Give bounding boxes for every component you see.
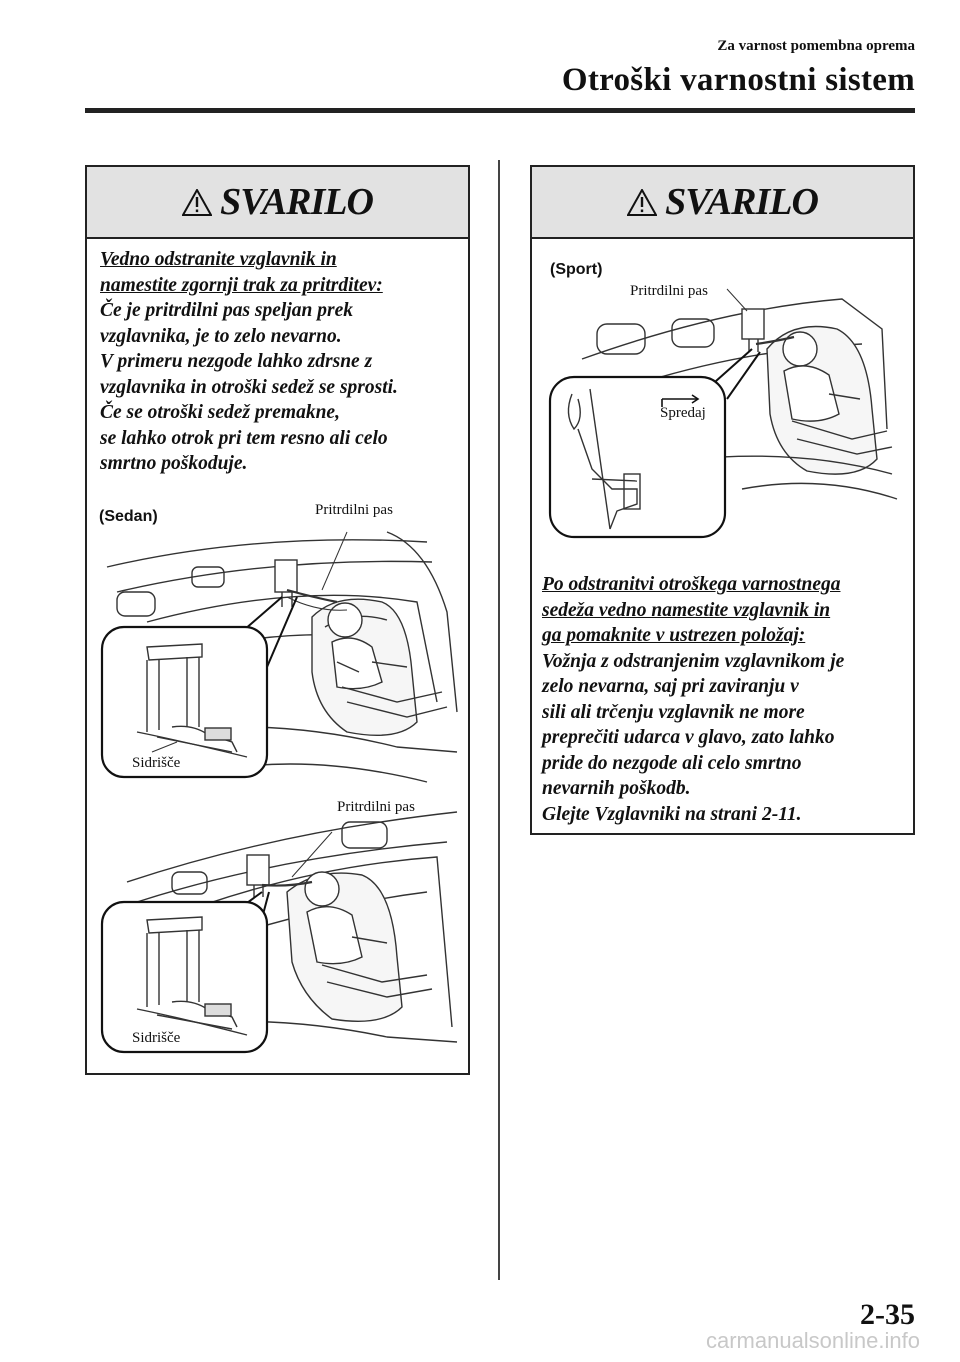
- page-number: 2-35: [860, 1298, 915, 1331]
- body-line: zelo nevarna, saj pri zaviranju v: [542, 676, 799, 697]
- strap-label: Pritrdilni pas: [337, 799, 415, 815]
- body-line: sili ali trčenju vzglavnik ne more: [542, 701, 805, 723]
- strap-label: Pritrdilni pas: [315, 502, 393, 518]
- sedan-seat-drawing: [97, 502, 467, 787]
- watermark: carmanualsonline.info: [705, 1328, 920, 1353]
- sport-seat-drawing: [542, 249, 907, 549]
- warning-box-left: [85, 165, 470, 1075]
- column-divider: [498, 160, 500, 1280]
- sedan-illustration: [97, 502, 467, 787]
- warning-text-left: [100, 247, 465, 477]
- body-line: smrtno poškoduje.: [100, 453, 248, 474]
- anchor-label: Sidrišče: [132, 755, 181, 771]
- body-line: preprečiti udarca v glavo, zato lahko: [542, 727, 835, 748]
- warning-header: [532, 167, 913, 239]
- variant-label: (Sedan): [99, 508, 158, 525]
- warning-title: SVARILO: [220, 181, 373, 223]
- lead-line: Vedno odstranite vzglavnik in: [100, 249, 337, 270]
- warning-header: [87, 167, 468, 239]
- warning-triangle-icon: [627, 189, 657, 216]
- sport-illustration: [542, 249, 907, 549]
- body-line: nevarnih poškodb.: [542, 778, 691, 799]
- second-illustration: [97, 797, 467, 1062]
- header-rule: [85, 108, 915, 113]
- body-line: se lahko otrok pri tem resno ali celo: [100, 427, 388, 449]
- body-line: V primeru nezgode lahko zdrsne z: [100, 351, 373, 372]
- warning-text-right: [542, 572, 912, 827]
- lead-line: sedeža vedno namestite vzglavnik in: [542, 599, 831, 621]
- section-label: Za varnost pomembna oprema: [717, 38, 915, 54]
- seat-drawing-2: [97, 797, 467, 1062]
- warning-triangle-icon: [182, 189, 212, 216]
- strap-label: Pritrdilni pas: [630, 283, 708, 299]
- body-line: Če se otroški sedež premakne,: [100, 402, 340, 423]
- lead-line: Po odstranitvi otroškega varnostnega: [542, 574, 841, 595]
- body-line: Če je pritrdilni pas speljan prek: [100, 300, 353, 321]
- lead-line: ga pomaknite v ustrezen položaj:: [542, 625, 806, 646]
- warning-box-right: [530, 165, 915, 835]
- anchor-label: Sidrišče: [132, 1030, 181, 1046]
- variant-label: (Sport): [550, 261, 603, 278]
- lead-line: namestite zgornji trak za pritrditev:: [100, 274, 383, 296]
- body-line: vzglavnika, je to zelo nevarno.: [100, 325, 342, 347]
- front-label: Spredaj: [660, 405, 706, 421]
- warning-title: SVARILO: [665, 181, 818, 223]
- body-line: pride do nezgode ali celo smrtno: [542, 752, 802, 774]
- body-line: Vožnja z odstranjenim vzglavnikom je: [542, 650, 845, 672]
- body-line: Glejte Vzglavniki na strani 2-11.: [542, 803, 802, 825]
- body-line: vzglavnika in otroški sedež se sprosti.: [100, 376, 398, 398]
- page-title: Otroški varnostni sistem: [561, 62, 915, 98]
